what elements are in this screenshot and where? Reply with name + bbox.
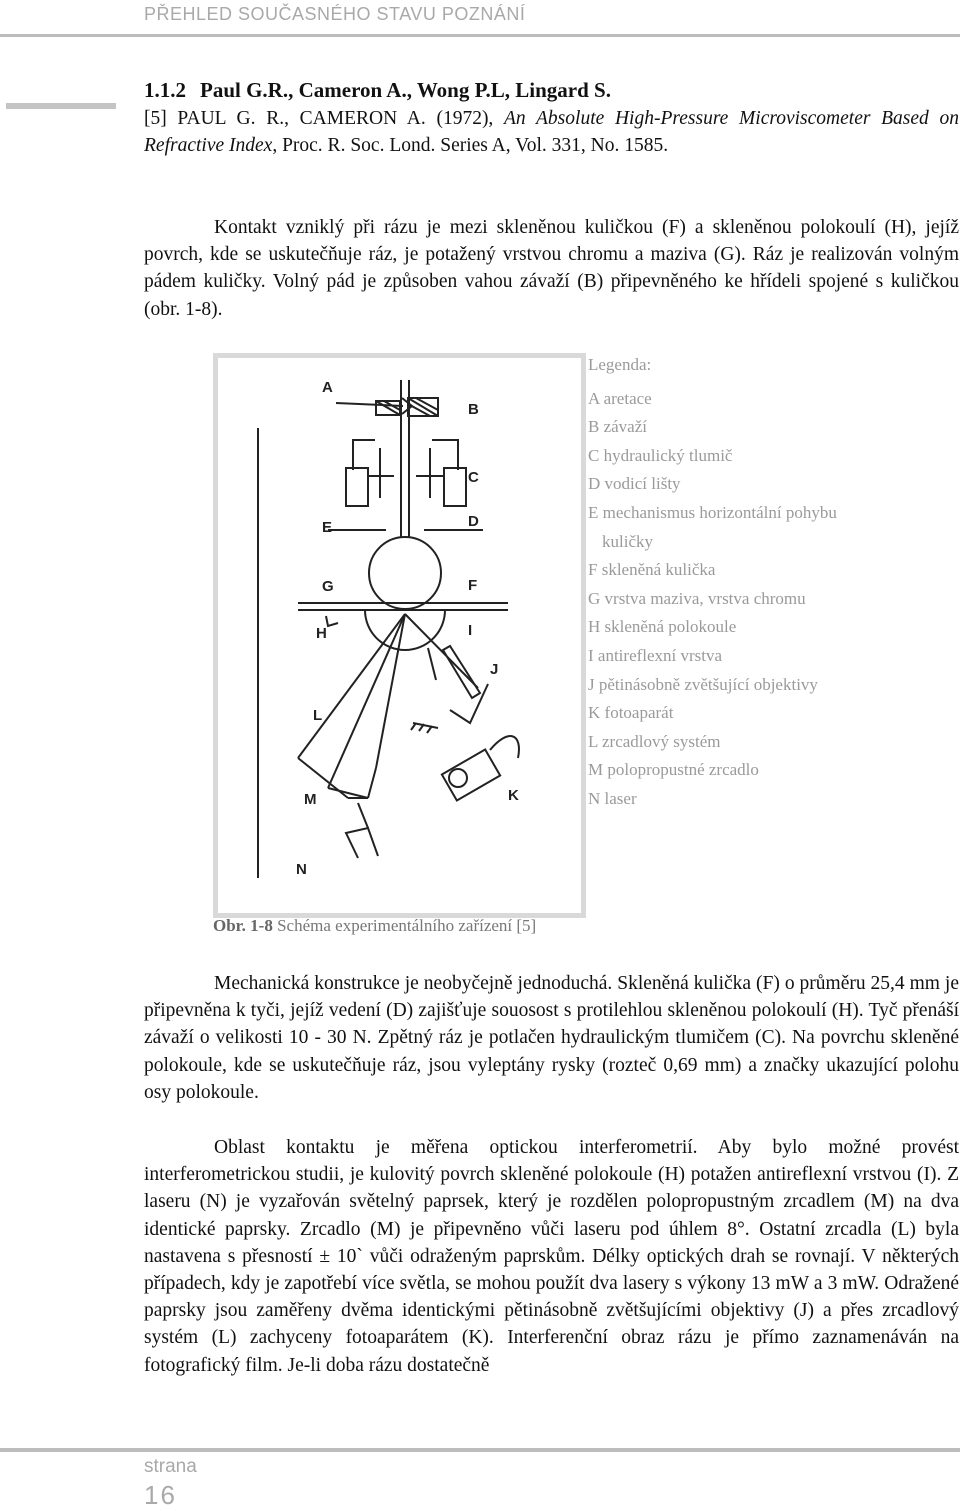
diagram-label-i: I <box>468 622 473 639</box>
paragraph-intro <box>144 214 959 323</box>
legend-item: M polopropustné zrcadlo <box>588 760 759 780</box>
legend-item: H skleněná polokoule <box>588 617 737 637</box>
diagram-label-j: J <box>490 661 499 678</box>
diagram-label-h: H <box>316 625 327 642</box>
diagram-label-e: E <box>322 519 333 536</box>
diagram-label-l: L <box>313 707 323 724</box>
footer-divider <box>0 1448 960 1452</box>
page-label: strana <box>144 1456 197 1477</box>
legend-item: N laser <box>588 788 637 808</box>
paragraph-mechanics-text: Mechanická konstrukce je neobyčejně jednoduchá. Skleněná kulička (F) o průměru 25,4 mm je připevněna k tyči, jejíž vedení (D) zajišťuje souosost s protilehlou skleněnou polokoulí (H). Tyč přenáší závaží o velikosti 10 - 30 N. Zpětný ráz je potlačen hydraulickým tlumičem (C). Na povrchu skleněné polokoule, kde se uskutečňuje ráz, jsou vyleptány rysky (rozteč 0,69 mm) a značky ukazující polohu osy polokoule. <box>144 973 959 1103</box>
diagram-label-b: B <box>468 401 479 418</box>
legend-item: A aretace <box>588 388 652 408</box>
diagram-label-d: D <box>468 513 479 530</box>
paragraph-optics <box>144 1134 959 1379</box>
section-title: Paul G.R., Cameron A., Wong P.L, Lingard S. <box>200 78 611 102</box>
diagram-labels <box>296 379 519 878</box>
diagram-label-m: M <box>304 791 317 808</box>
legend-item-continuation: kuličky <box>602 531 653 551</box>
caption-label: Obr. 1-8 <box>213 916 273 935</box>
legend-title: Legenda: <box>588 355 652 374</box>
legend-item: I antireflexní vrstva <box>588 645 723 665</box>
legend-item: L zrcadlový systém <box>588 731 721 751</box>
header-divider <box>0 34 960 37</box>
reference-title: An Absolute High-Pressure Microviscometer Based on Refractive Index <box>144 108 959 157</box>
legend-item: C hydraulický tlumič <box>588 445 733 465</box>
diagram-label-k: K <box>508 787 519 804</box>
section-number: 1.1.2 <box>144 78 186 102</box>
legend-item: K fotoaparát <box>588 703 674 723</box>
section-heading <box>144 78 625 103</box>
legend-item: F skleněná kulička <box>588 560 716 580</box>
paragraph-optics-text: Oblast kontaktu je měřena optickou interferometrií. Aby bylo možné provést interferometrickou studii, je kulovitý povrch skleněné polokoule (H) potažen antireflexní vrstvou (I). Z laseru (N) je vyzařován světelný paprsek, který je rozdělen polopropustným zrcadlem (M) na dva identické paprsky. Zrcadlo (M) je připevněno vůči laseru pod úhlem 8°. Ostatní zrcadla (L) byla nastavena s přesností ± 10` vůči odraženým paprskům. Délky optických drah se rovnají. V některých případech, kdy je zapotřebí více světla, se mohou použít dva lasery s výkony 13 mW a 3 mW. Odražené paprsky jsou zaměřeny dvěma identickými pětinásobně zvětšujícími objektivy (J) a přes zrcadlový systém (L) zachyceny fotoaparátem (K). Interferenční obraz rázu je přímo zaznamenáván na fotografický film. Je-li doba rázu dostatečně <box>144 1137 959 1376</box>
reference-entry <box>144 105 959 159</box>
reference-prefix: [5] PAUL G. R., CAMERON A. (1972), <box>144 108 505 129</box>
diagram-label-a: A <box>322 379 333 396</box>
diagram-label-f: F <box>468 577 478 594</box>
legend-item: B závaží <box>588 417 647 437</box>
paragraph-mechanics <box>144 970 959 1106</box>
legend-item: G vrstva maziva, vrstva chromu <box>588 588 806 608</box>
page-number: 16 <box>144 1480 177 1510</box>
reference-suffix: , Proc. R. Soc. Lond. Series A, Vol. 331, No. 1585. <box>272 135 669 157</box>
running-header: PŘEHLED SOUČASNÉHO STAVU POZNÁNÍ <box>144 4 526 24</box>
legend-item: J pětinásobně zvětšující objektivy <box>588 674 818 694</box>
margin-marker <box>6 103 116 109</box>
caption-text: Schéma experimentálního zařízení [5] <box>277 916 537 935</box>
apparatus-diagram <box>218 358 571 903</box>
diagram-label-c: C <box>468 469 479 486</box>
legend-item: E mechanismus horizontální pohybu <box>588 502 837 522</box>
legend-item: D vodicí lišty <box>588 474 681 494</box>
figure-schematic <box>213 353 586 918</box>
figure-caption <box>213 916 536 936</box>
paragraph-intro-text: Kontakt vzniklý při rázu je mezi skleněnou kuličkou (F) a skleněnou polokoulí (H), jejíž povrch, kde se uskutečňuje ráz, je potažený vrstvou chromu a maziva (G). Ráz je realizován volným pádem kuličky. Volný pád je způsoben vahou závaží (B) připevněného ke hřídeli spojené s kuličkou (obr. 1-8). <box>144 217 959 320</box>
diagram-label-n: N <box>296 861 307 878</box>
figure-legend <box>588 351 837 814</box>
diagram-label-g: G <box>322 578 334 595</box>
